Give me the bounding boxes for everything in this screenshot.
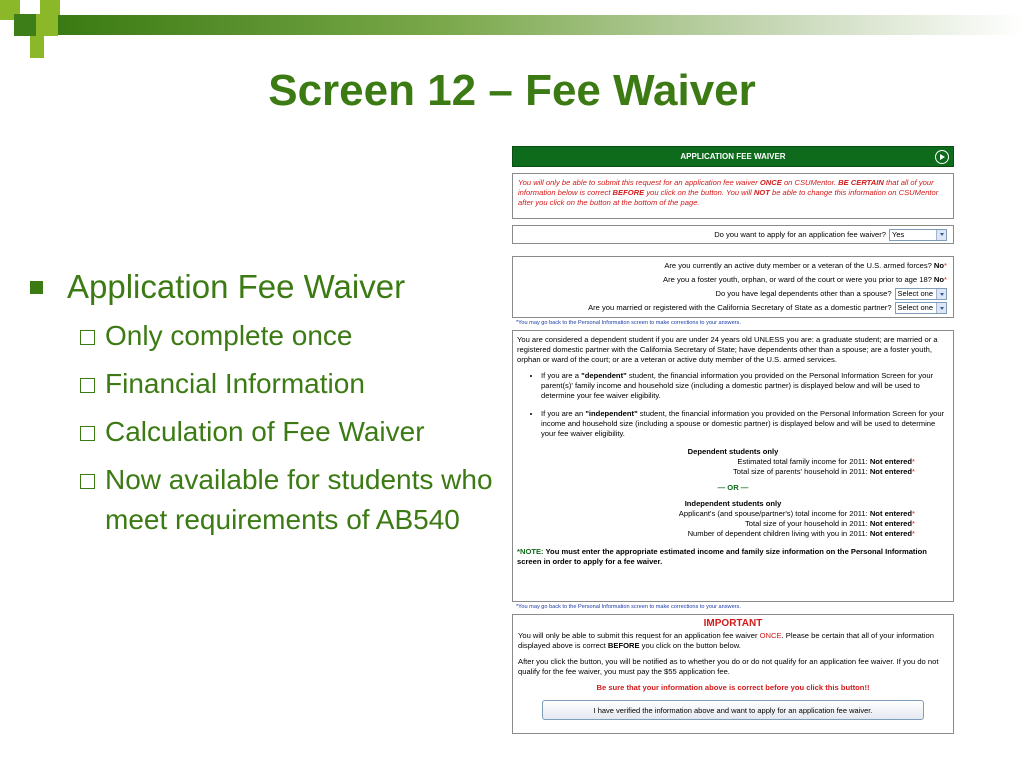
or-separator: — OR — — [717, 483, 749, 492]
item-text: If you are an — [541, 409, 586, 418]
row-value: Not entered — [869, 467, 913, 476]
once-emphasis: ONCE — [759, 631, 782, 640]
warning-emphasis: BEFORE — [612, 188, 645, 197]
question-label: Are you a foster youth, orphan, or ward of the court or were you prior to age 18? — [663, 275, 932, 284]
sub-bullet — [80, 316, 500, 356]
warning-emphasis: ONCE — [759, 178, 782, 187]
chevron-down-icon — [936, 303, 946, 313]
row-value: Not entered — [869, 519, 913, 528]
required-mark: * — [944, 261, 947, 270]
dependents-select[interactable] — [895, 288, 947, 300]
married-select[interactable] — [895, 302, 947, 314]
before-emphasis: BEFORE — [607, 641, 640, 650]
decor-square — [14, 14, 36, 36]
row-value: Not entered — [869, 457, 913, 466]
independent-heading: Independent students only — [684, 499, 782, 508]
row-label: Estimated total family income for 2011: — [737, 457, 868, 466]
note-text: You must enter the appropriate estimated income and family size information on the Personal Information screen in order to apply for a fee waiver. — [517, 547, 927, 566]
question-row — [519, 287, 947, 301]
row-value: Not entered — [869, 509, 913, 518]
sub-bullet-text: Calculation of Fee Waiver — [105, 416, 425, 447]
form-title: APPLICATION FEE WAIVER — [680, 151, 786, 161]
required-mark: * — [912, 467, 915, 476]
important-text — [518, 631, 948, 651]
apply-fee-waiver-button[interactable]: I have verified the information above and want to apply for an application fee waiver. — [542, 700, 924, 720]
select-value: Select one — [897, 289, 933, 298]
question-row — [519, 301, 947, 315]
required-mark: * — [944, 275, 947, 284]
warning-text: you click on the button. You will — [644, 188, 754, 197]
form-title-bar — [512, 146, 954, 167]
slide-title: Screen 12 – Fee Waiver — [268, 66, 756, 115]
important-heading: IMPORTANT — [703, 618, 763, 629]
row-label: Total size of parents' household in 2011: — [732, 467, 868, 476]
notification-text: After you click the button, you will be notified as to whether you do or do not qualify for an application fee waiver. If you do not qualify for the fee waiver, you must pay the $55 application fee. — [518, 657, 939, 676]
dependent-definition: You are considered a dependent student if you are under 24 years old UNLESS you are: a graduate student; are married or a registered domestic partner with the California Secretary of State; have dependents other than a spouse; are a foster youth, orphan or ward of the court; or are a veteran or active duty member of the U.S. armed services. — [517, 335, 938, 364]
warning-text: be able to change this information on CSUMentor after you click on the button at the bottom of the page. — [518, 188, 939, 207]
independent-size-row — [517, 519, 949, 529]
decor-square — [40, 0, 60, 15]
apply-select[interactable] — [889, 229, 947, 241]
sub-bullet-text: Now available for students who meet requirements of AB540 — [105, 464, 493, 535]
sub-bullet-text: Financial Information — [105, 368, 365, 399]
apply-question-label: Do you want to apply for an application fee waiver? — [714, 229, 886, 239]
main-bullet — [30, 268, 500, 306]
item-text: student, the financial information you provided on the Personal Information Screen for your parent(s)' family income and household size (including a domestic partner) is displayed below and will be used to determine your fee waiver eligibility. — [541, 371, 934, 400]
text-span: . Please be certain that all of your information displayed above is correct — [518, 631, 934, 650]
hollow-square-bullet-icon — [80, 330, 95, 345]
chevron-down-icon — [936, 230, 946, 240]
dependent-income-row — [517, 457, 949, 467]
independent-item — [541, 409, 949, 439]
student-type-list — [541, 371, 949, 439]
question-label: Are you currently an active duty member or a veteran of the U.S. armed forces? — [664, 261, 932, 270]
question-label: Are you married or registered with the California Secretary of State as a domestic partner? — [588, 303, 892, 312]
note-label: *NOTE: — [517, 547, 544, 556]
required-mark: * — [912, 519, 915, 528]
row-label: Number of dependent children living with you in 2011: — [687, 529, 868, 538]
row-label: Applicant's (and spouse/partner's) total income for 2011: — [678, 509, 868, 518]
text-span: You will only be able to submit this request for an application fee waiver — [518, 631, 760, 640]
hollow-square-bullet-icon — [80, 474, 95, 489]
independent-income-row — [517, 509, 949, 519]
square-bullet-icon — [30, 281, 43, 294]
decor-square — [36, 14, 58, 36]
independent-children-row — [517, 529, 949, 539]
header-gradient-bar — [56, 15, 1024, 35]
questions-panel — [512, 256, 954, 318]
hollow-square-bullet-icon — [80, 378, 95, 393]
question-answer: No — [933, 275, 945, 284]
select-value: Select one — [897, 303, 933, 312]
dependent-item — [541, 371, 949, 401]
text-span: you click on the button below. — [639, 641, 741, 650]
bullet-list — [30, 268, 500, 548]
warning-emphasis: BE CERTAIN — [838, 178, 884, 187]
back-note: *You may go back to the Personal Information screen to make corrections to your answers. — [516, 604, 741, 610]
item-text: student, the financial information you provided on the Personal Information Screen for your income and household size (including a spouse or domestic partner) is displayed below and will be used to determine your fee waiver eligibility. — [541, 409, 945, 438]
warning-text: on CSUMentor. — [781, 178, 839, 187]
question-label: Do you have legal dependents other than a spouse? — [715, 289, 892, 298]
warning-text: that all of your information below is correct — [518, 178, 934, 197]
apply-question-panel — [512, 225, 954, 244]
sub-bullet — [80, 412, 500, 452]
back-note: *You may go back to the Personal Information screen to make corrections to your answers. — [516, 320, 741, 326]
play-circle-icon[interactable] — [935, 150, 949, 164]
warning-emphasis: NOT — [753, 188, 770, 197]
question-row — [519, 259, 947, 273]
hollow-square-bullet-icon — [80, 426, 95, 441]
sub-bullet — [80, 364, 500, 404]
row-label: Total size of your household in 2011: — [744, 519, 868, 528]
decor-square — [30, 36, 44, 58]
item-text: If you are a — [541, 371, 582, 380]
sub-bullet-list — [80, 316, 500, 540]
be-sure-warning: Be sure that your information above is correct before you click this button!! — [596, 683, 870, 692]
item-term: "dependent" — [581, 371, 627, 380]
chevron-down-icon — [936, 289, 946, 299]
warning-panel — [512, 173, 954, 219]
row-value: Not entered — [869, 529, 913, 538]
financial-info-panel — [512, 330, 954, 602]
fee-waiver-form — [512, 146, 954, 738]
main-bullet-text: Application Fee Waiver — [67, 268, 406, 305]
required-mark: * — [912, 457, 915, 466]
apply-select-value: Yes — [892, 229, 905, 239]
dependent-heading: Dependent students only — [687, 447, 779, 456]
warning-text: You will only be able to submit this request for an application fee waiver — [518, 178, 760, 187]
question-answer: No — [933, 261, 945, 270]
item-term: "independent" — [585, 409, 638, 418]
dependent-size-row — [517, 467, 949, 477]
required-mark: * — [912, 529, 915, 538]
sub-bullet — [80, 460, 500, 540]
income-note — [517, 547, 949, 567]
sub-bullet-text: Only complete once — [105, 320, 353, 351]
required-mark: * — [912, 509, 915, 518]
important-panel — [512, 614, 954, 734]
question-row — [519, 273, 947, 287]
